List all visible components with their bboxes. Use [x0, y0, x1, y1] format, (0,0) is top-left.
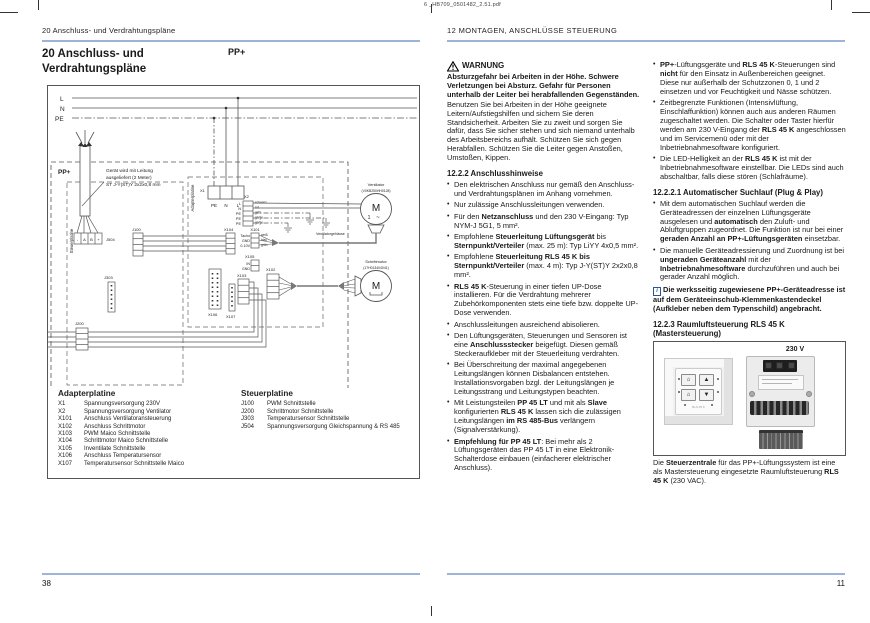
- stepper-label: Schrittmotor: [365, 259, 387, 264]
- x1-terminal-l: L: [236, 203, 240, 208]
- legend-item: X105 Inventilate Schnittstelle: [58, 445, 146, 452]
- legend-right-title: Steuerplatine: [241, 389, 293, 398]
- x2-wire-3: gelb: [255, 210, 262, 215]
- legend-item: X101 Anschluss Ventilatoransteuerung: [58, 416, 172, 423]
- legend-item: X106 Anschluss Temperatursensor: [58, 453, 162, 460]
- x101-wire-2: blau: [261, 238, 268, 242]
- screw-icon: [765, 362, 772, 369]
- legend-item: X103 PWM Maico Schnittstelle: [58, 431, 151, 438]
- section-heading-1223-line1: 12.2.3 Raumluftsteuerung RLS 45 K: [653, 320, 785, 330]
- x101-gnd: GND: [242, 239, 250, 243]
- x101-wire-1: weiß: [261, 233, 268, 237]
- ventilator-partno: (V0KB250HH0128): [361, 189, 391, 193]
- anschlusshinweise-list: [447, 181, 640, 473]
- cropmark-top-left-h: [0, 12, 18, 13]
- connector-x104: [226, 233, 235, 254]
- x105-in: IN: [246, 262, 250, 266]
- x2-label: X2: [244, 194, 249, 199]
- connector-x1: [208, 186, 244, 199]
- x2-row-n: N: [238, 207, 241, 211]
- info-note-text: Die werksseitig zugewiesene PP+-Geräteadresse ist auf dem Geräteeinschub-Klemmenkastendeckel (Aufkleber neben dem Typenschild) angebracht.: [653, 285, 846, 314]
- screw-icon: [749, 391, 755, 397]
- junction-dot-pe: [213, 117, 216, 120]
- info-icon: i: [653, 287, 661, 296]
- left-page-title-line2: Verdrahtungspläne: [42, 62, 147, 75]
- bullet-item: • PP+-Lüftungsgeräte und RLS 45 K-Steuerungen sind nicht für den Einsatz in Außenbereichen geeignet. Diese nur außerhalb der Schutzzonen 0, 1 und 2 einsetzen und vor Feuchtigkeit und Nässe schützen.: [653, 61, 846, 97]
- x101-tacho: Tacho: [240, 234, 250, 238]
- hinweise-list-2: [653, 61, 846, 182]
- j504-pin-minus: -: [76, 237, 79, 242]
- legend-item: X2 Spannungsversorgung Ventilator: [58, 408, 172, 415]
- led-indicator: [678, 391, 680, 393]
- figure-caption: Die Steuerzentrale für das PP+-Lüftungssystem ist eine als Mastersteuerung eingesetzte Raumluftsteuerung RLS 45 K (230 VAC).: [653, 457, 839, 485]
- label-text-line: [762, 379, 798, 380]
- legend-item: J504 Spannungsversorgung Gleichspannung & RS 485: [241, 423, 400, 430]
- bullet-item: • Empfohlene Steuerleitung RLS 45 K bis Sternpunkt/Verteiler (max. 4 m): Typ J-Y(ST)Y 2x2x0,8 mm².: [447, 253, 640, 280]
- bullet-item: • Mit Leistungsteilen PP 45 LT und mit als Slave konfigurierten RLS 45 K lassen sich die zulässigen Leitungslängen im RS 485-Bus verlängern (Signalverstärkung).: [447, 399, 640, 435]
- led-indicator: [678, 378, 680, 380]
- terminal-clamp-strip: [750, 401, 809, 415]
- left-running-header: 20 Anschluss- und Verdrahtungspläne: [42, 26, 176, 35]
- connector-x2: [243, 201, 253, 226]
- bullet-item: • Empfohlene Steuerleitung Lüftungsgerät bis Sternpunkt/Verteiler (max. 25 m): Typ LiYY 4x0,5 mm².: [447, 233, 640, 251]
- x1-label: X1: [200, 188, 205, 193]
- x102-bundle: [279, 277, 291, 296]
- connector-j100: [133, 233, 143, 256]
- bullet-item: • Empfehlung für PP 45 LT: Bei mehr als 2 Lüftungsgeräten das PP 45 LT in eine Elektronik-Schalterdose einbauen (einfacherer elektrischer Anschluss).: [447, 438, 640, 474]
- legend-steuerplatine: [241, 390, 413, 431]
- screw-icon: [788, 362, 795, 369]
- j200-label: J200: [75, 321, 84, 326]
- info-note: [653, 286, 846, 314]
- bullet-item: • Die LED-Helligkeit an der RLS 45 K ist mit der Inbetriebnahmesoftware einstellbar. Die LEDs sind auch abschaltbar, falls diese stören (Schlafräume).: [653, 155, 846, 182]
- j504-pin-plus: +: [97, 237, 100, 242]
- led-indicator: [717, 378, 719, 380]
- legend-left-title: Adapterplatine: [58, 389, 116, 398]
- bullet-item: • Für den Netzanschluss und den 230 V-Eingang: Typ NYM-J 5G1, 5 mm².: [447, 213, 640, 231]
- screw-icon: [806, 391, 812, 397]
- label-pe: PE: [55, 116, 64, 123]
- pdf-filename: 6 _HB709_0501482_2.51.pdf: [424, 2, 501, 8]
- adapterplatine-box: [188, 177, 323, 327]
- ventilator-label: Ventilator: [367, 182, 385, 187]
- pp-plus-box-label: PP+: [58, 169, 71, 176]
- stepper-wedge: [338, 282, 344, 290]
- cable-note-line1: Gerät wird mit Leitung: [106, 169, 153, 174]
- suchlauf-list: [653, 200, 846, 283]
- bullet-item: • Bei Überschreitung der maximal angegebenen Leitungslängen können Disbalancen entstehen. Installationsvorgaben bzgl. der Leitungslängen je Leitungsstrang und Leitungstypen beachten.: [447, 361, 640, 397]
- legend-item: J200 Schrittmotor Schnittstelle: [241, 408, 334, 415]
- legend-item: J303 Temperatursensor Schnittstelle: [241, 416, 350, 423]
- bullet-item: • Die manuelle Geräteadressierung und Zuordnung ist bei ungeraden Geräteanzahl mit der Inbetriebnahmesoftware durchzuführen und auch bei gerader Anzahl möglich.: [653, 247, 846, 283]
- left-header-rule: [42, 40, 420, 42]
- figure-voltage-label: 230 V: [785, 345, 805, 353]
- stepper-partno: (17H013404041): [363, 266, 389, 270]
- x1-terminal-n: N: [224, 203, 228, 208]
- x101-bundle-wedge: [272, 239, 279, 246]
- x2-row-pe1: PE: [235, 212, 241, 216]
- cable-arrowhead-1: [78, 142, 84, 146]
- x101-010v: 0-10V: [240, 244, 250, 248]
- steuerplatine-box-label: Steuerplatine: [69, 228, 74, 254]
- rls45k-rear-device: [746, 356, 815, 427]
- label-n: N: [60, 106, 65, 113]
- cropmark-top-right-h: [852, 12, 870, 13]
- stepper-fan-wires: [344, 279, 355, 293]
- x1-terminal-pe: PE: [210, 203, 218, 208]
- connector-x102: [267, 274, 279, 299]
- j100-label: J100: [132, 227, 141, 232]
- left-footer-rule: [42, 573, 420, 575]
- legend-item: X104 Schrittmotor Maico Schnittstelle: [58, 438, 169, 445]
- x2-wire-4: gn/ge: [255, 215, 263, 220]
- legend-item: X107 Temperatursensor Schnittstelle Maico: [58, 460, 185, 467]
- x102-wedge: [291, 282, 297, 290]
- pp-plus-box: [51, 162, 348, 388]
- warning-title: WARNUNG: [462, 61, 505, 71]
- bullet-item: • Den elektrischen Anschluss nur gemäß den Anschluss- und Verdrahtungsplänen im Anhang vornehmen.: [447, 181, 640, 199]
- arrow-down-button-icon: ▼: [699, 389, 714, 401]
- section-heading-12221: 12.2.2.1 Automatischer Suchlauf (Plug & Play): [653, 187, 823, 197]
- right-running-header: 12 MONTAGEN, ANSCHLÜSSE STEUERUNG: [447, 26, 618, 35]
- device-label-sticker: [758, 375, 804, 390]
- warning-bold-text: Absturzgefahr bei Arbeiten in der Höhe. Schwere Verletzungen bei Absturz. Gefahr für Personen unterhalb der Leiter bei herabfallenden Gegenständen.: [447, 72, 640, 99]
- rls45k-front-device: [664, 358, 733, 425]
- junction-dot-n: [225, 107, 228, 110]
- junction-dot-l: [237, 97, 240, 100]
- right-page-number: 11: [836, 579, 845, 588]
- x107-label: X107: [226, 314, 236, 319]
- x2-row-pe3: PE: [235, 222, 241, 226]
- x101-label: X101: [250, 227, 260, 232]
- right-footer-rule: [447, 573, 845, 575]
- stepper-m: M: [371, 281, 381, 292]
- connector-j200: [76, 328, 88, 350]
- cropmark-top-right-v: [831, 0, 832, 10]
- bullet-item: • RLS 45 K-Steuerung in einer tiefen UP-Dose installieren. Für die Verdrahtung mehrerer Zubehörkomponenten stets eine tiefe bzw. doppelte UP-Dose verwenden.: [447, 283, 640, 319]
- label-l: L: [60, 96, 64, 103]
- j504-label: J504: [106, 237, 115, 242]
- x2-row-pe2: PE: [235, 217, 241, 221]
- left-page-title-line1: 20 Anschluss- und: [42, 48, 144, 60]
- rls45k-buttons: [681, 374, 716, 401]
- section-heading-1222: 12.2.2 Anschlusshinweise: [447, 169, 543, 179]
- j504-pin-a: A: [83, 237, 86, 242]
- legend-adapterplatine: [58, 390, 233, 468]
- plug-in-terminal-block: [759, 430, 803, 449]
- warning-header: [447, 61, 640, 72]
- bullet-item: • Den Lüftungsgeräten, Steuerungen und Sensoren ist eine Anschlussstecker beigefügt. Diesen gemäß Steckeraufkleber mit der Steuerleitung verdrahten.: [447, 332, 640, 359]
- bullet-item: • Anschlussleitungen ausreichend abisolieren.: [447, 321, 640, 330]
- x105-gnd: GND: [242, 267, 250, 271]
- rls45k-front-panel: [675, 368, 722, 415]
- right-page-columns: [447, 55, 846, 493]
- wiring-diagram-svg: [48, 86, 419, 388]
- left-page-number: 38: [42, 579, 51, 588]
- x102-label: X102: [266, 267, 276, 272]
- house-button-icon: ⌂: [681, 374, 696, 386]
- bullet-item: • Nur zulässige Anschlussleitungen verwenden.: [447, 201, 640, 210]
- rls45k-model-text: RLS 45 K: [692, 405, 705, 410]
- cable-note-line3: ST J-Y(ST)Y 2x2x0,8 mm: [106, 183, 161, 188]
- screw-icon: [776, 362, 783, 369]
- x105-label: X105: [245, 254, 255, 259]
- ventilator-plug: [368, 225, 384, 233]
- j100-x104-wires: [143, 236, 226, 251]
- cropmark-top-left-v: [38, 0, 39, 10]
- x106-label: X106: [208, 312, 218, 317]
- right-page-col1: [447, 55, 640, 493]
- x2-wire-5: gn/ge: [255, 220, 263, 225]
- x101-wire-3: grün: [261, 243, 268, 247]
- led-indicator: [717, 391, 719, 393]
- connector-x106: [209, 269, 221, 309]
- warning-triangle-icon: [447, 61, 459, 72]
- right-page-col2: [653, 55, 846, 493]
- terminal-screws-block: [763, 360, 797, 372]
- warning-body: Benutzen Sie bei Arbeiten in der Höhe geeignete Leitern/Aufstiegshilfen und sichern Sie deren Standsicherheit. Arbeiten Sie zu zweit und sorgen Sie dafür, dass Sie sicher stehen und sich niemand unterhalb des Arbeitsbereichs aufhält. Schützen Sie sich gegen Herabfallen. Schützen Sie die Leiter gegen Anstoßen, Umstoßen, Kippen.: [447, 99, 635, 163]
- j303-label: J303: [104, 275, 113, 280]
- diagram-title-pp: PP+: [228, 47, 246, 57]
- ventilator-tilde: ~: [376, 215, 380, 221]
- wiring-diagram: [47, 85, 420, 479]
- x104-label: X104: [224, 227, 234, 232]
- legend-item: J100 PWM Schnittstelle: [241, 401, 316, 408]
- bullet-item: • Zeitbegrenzte Funktionen (Intensivlüftung, Einschlaffunktion) können auch aus anderen Räumen zugeschaltet werden. Die Schalter oder Taster hierfür werden am 230 V-Eingang der RLS 45 K angeschlossen und im Servicemenü oder mit der Inbetriebnahmesoftware konfiguriert.: [653, 99, 846, 152]
- ventilator-m: M: [371, 203, 381, 214]
- ventilatorgehaeuse-label: Ventilatorgehäuse: [316, 232, 345, 236]
- cropmark-bottom-center: [431, 606, 432, 616]
- cable-arrowhead-3: [86, 142, 92, 146]
- right-header-rule: [447, 40, 845, 42]
- bullet-item: • Mit dem automatischen Suchlauf werden die Geräteadressen der einzelnen Lüftungsgeräte ausgelesen und automatisch den Zuluft- und Abluftgruppen zugeordnet. Die Funktion ist nur bei einer geraden Anzahl an PP+-Lüftungsgeräten einsetzbar.: [653, 200, 846, 245]
- house-button-icon: ⌂: [681, 389, 696, 401]
- adapterplatine-box-label: Adapterplatine: [190, 184, 195, 212]
- arrow-up-button-icon: ▲: [699, 374, 714, 386]
- label-text-line: [762, 383, 792, 384]
- j504-pin-b: B: [90, 237, 93, 242]
- x103-label: X103: [237, 273, 247, 278]
- figure-rls45k: [653, 341, 846, 456]
- ventilator-1: 1: [367, 215, 371, 221]
- x2-wire-2: rot: [255, 205, 259, 210]
- x2-row-l: L: [238, 202, 241, 206]
- section-heading-1223-line2: (Mastersteuerung): [653, 329, 722, 339]
- connector-x105: [251, 260, 259, 271]
- legend-item: X1 Spannungsversorgung 230V: [58, 401, 161, 408]
- connector-x101: [251, 233, 259, 248]
- cable-note-line2: ausgeliefert (2 Meter): [106, 176, 152, 181]
- connector-x103: [238, 279, 249, 304]
- x2-wire-1: schwarz: [255, 200, 267, 205]
- legend-item: X102 Anschluss Schrittmotor: [58, 423, 146, 430]
- left-page-title: [42, 47, 212, 77]
